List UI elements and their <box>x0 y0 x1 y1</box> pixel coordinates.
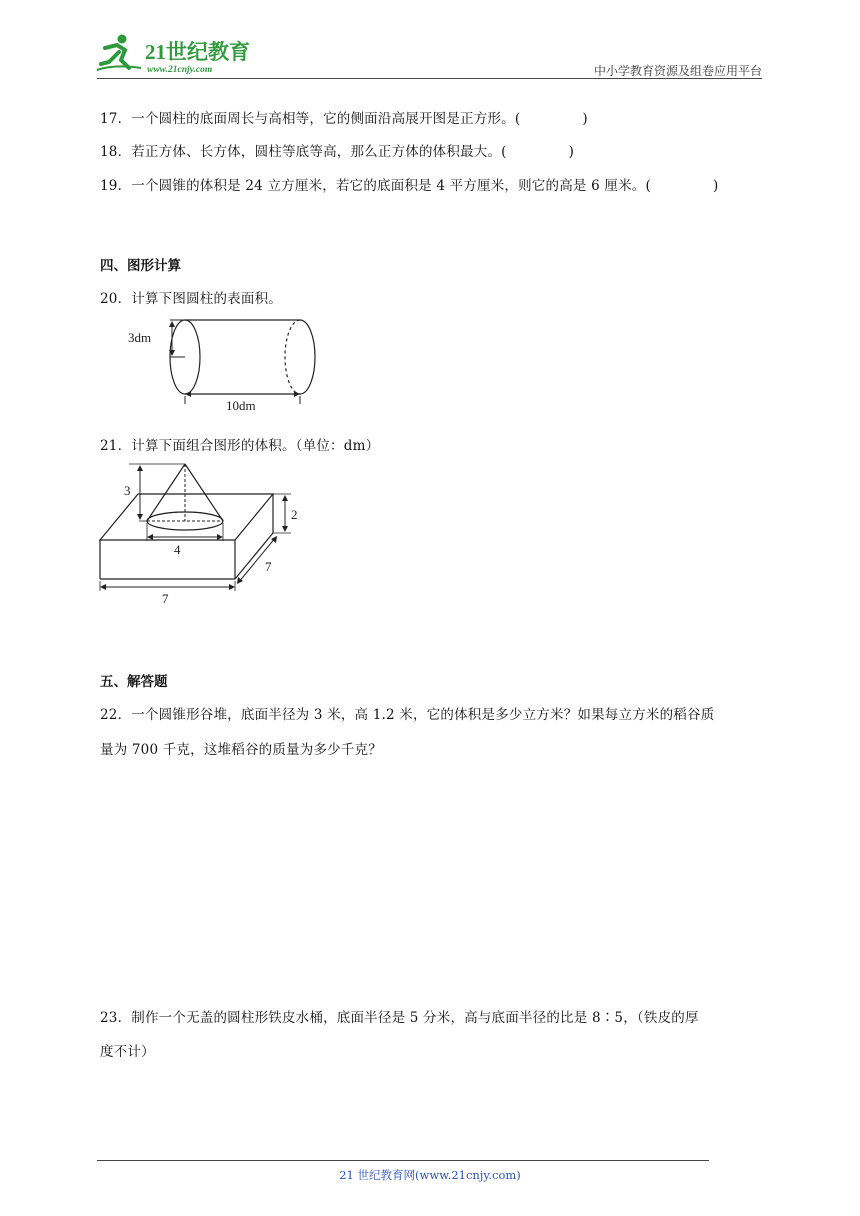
question-text: 19．一个圆锥的体积是 24 立方厘米，若它的底面积是 4 平方厘米，则它的高是 6 厘米。( <box>100 178 651 194</box>
platform-name: 中小学教育资源及组卷应用平台 <box>593 64 762 78</box>
runner-icon <box>97 35 141 71</box>
site-logo <box>95 30 265 76</box>
footer-divider <box>97 1160 709 1161</box>
logo-text: 21世纪教育 <box>145 40 250 64</box>
box-height-label: 2 <box>291 507 298 522</box>
header-divider <box>97 78 762 79</box>
cone-diameter-label: 4 <box>174 542 181 557</box>
question-20: 20．计算下图圆柱的表面积。 <box>100 291 282 307</box>
composite-figure <box>95 457 305 607</box>
question-22-line-1: 22．一个圆锥形谷堆，底面半径为 3 米，高 1.2 米，它的体积是多少立方米？如果每立方米的稻谷质 <box>100 707 715 723</box>
answer-paren-close: ) <box>712 178 719 194</box>
section-title-5: 五、解答题 <box>100 674 168 690</box>
question-17 <box>100 107 588 127</box>
answer-paren-close: ) <box>568 144 575 160</box>
answer-paren-close: ) <box>582 111 588 127</box>
cylinder-length-label: 10dm <box>226 398 256 412</box>
section-title-4: 四、图形计算 <box>100 258 181 274</box>
footer-link[interactable]: 21 世纪教育网(www.21cnjy.com) <box>339 1168 521 1182</box>
question-22-line-2: 量为 700 千克，这堆稻谷的质量为多少千克？ <box>100 742 382 758</box>
question-text: 17．一个圆柱的底面周长与高相等，它的侧面沿高展开图是正方形。( <box>100 111 521 127</box>
question-text: 18．若正方体、长方体，圆柱等底等高，那么正方体的体积最大。( <box>100 144 507 160</box>
cylinder-height-label: 3dm <box>128 330 152 345</box>
question-18 <box>100 140 574 160</box>
cone-height-label: 3 <box>124 483 131 498</box>
question-21: 21．计算下面组合图形的体积。（单位：dm） <box>100 438 380 454</box>
cylinder-figure <box>120 312 360 412</box>
logo-url: www.21cnjy.com <box>147 65 213 75</box>
question-23-line-1: 23．制作一个无盖的圆柱形铁皮水桶，底面半径是 5 分米，高与底面半径的比是 8∶5，（铁皮的厚 <box>100 1010 699 1026</box>
question-23-line-2: 度不计） <box>100 1044 155 1060</box>
box-length-label: 7 <box>162 591 169 606</box>
box-depth-label: 7 <box>265 559 272 574</box>
question-19 <box>100 174 718 194</box>
